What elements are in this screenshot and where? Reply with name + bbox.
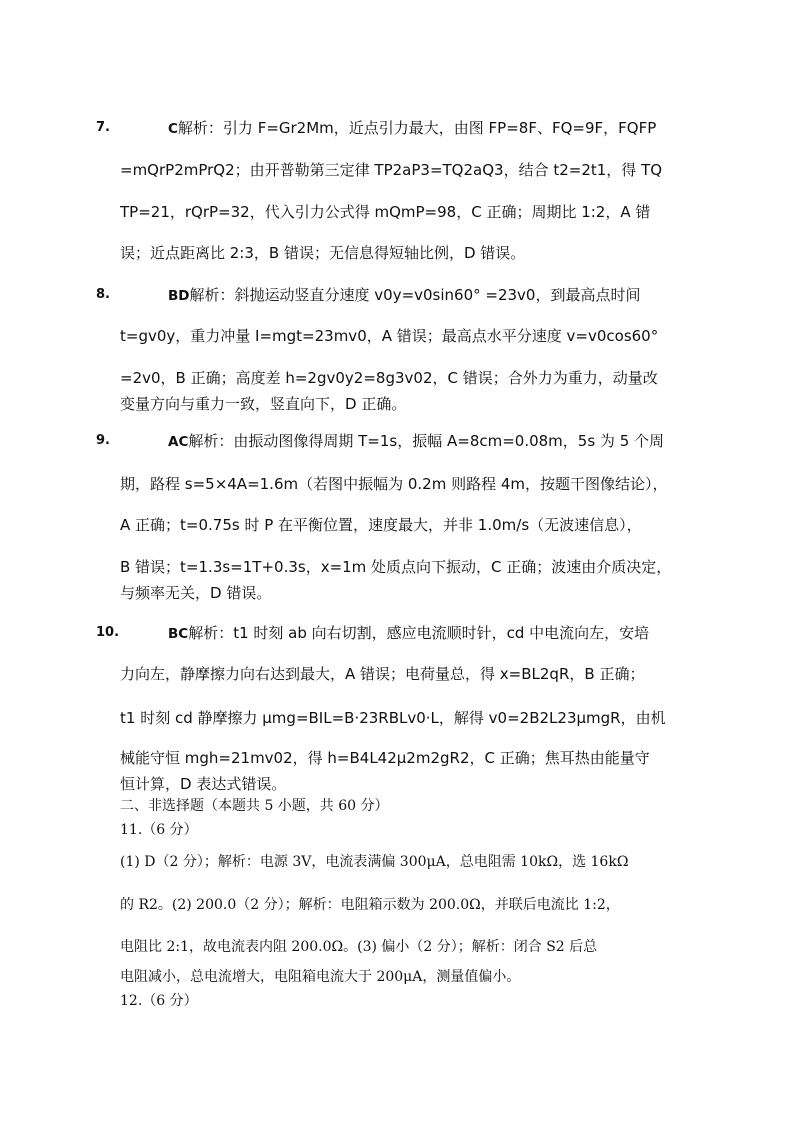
question-number: 7. xyxy=(96,120,110,135)
explanation-text: 解析：t1 时刻 ab 向右切割，感应电流顺时针，cd 中电流向左，安培 xyxy=(188,624,650,642)
question-8-line-1 xyxy=(168,285,640,306)
question-number: 9. xyxy=(96,433,110,448)
answer-choice: BD xyxy=(168,288,190,304)
question-11-line: (1) D（2 分）；解析：电源 3V，电流表满偏 300μA，总电阻需 10kΩ，选 16kΩ xyxy=(120,854,629,870)
answer-choice: AC xyxy=(168,434,189,450)
explanation-line: 恒计算，D 表达式错误。 xyxy=(120,775,287,793)
section-heading: 二、非选择题（本题共 5 小题，共 60 分） xyxy=(120,798,389,814)
question-9-line-1 xyxy=(168,431,664,452)
question-12-header: 12.（6 分） xyxy=(120,993,198,1009)
answer-choice: C xyxy=(168,121,178,137)
question-10-line-1 xyxy=(168,623,649,644)
explanation-line: 变量方向与重力一致，竖直向下，D 正确。 xyxy=(120,395,407,413)
question-number: 10. xyxy=(96,625,120,640)
explanation-line: TP=21，rQrP=32，代入引力公式得 mQmP=98，C 正确；周期比 1:2，A 错 xyxy=(120,203,651,221)
question-11-line: 电阻比 2:1，故电流表内阻 200.0Ω。(3) 偏小（2 分）；解析：闭合 S2 后总 xyxy=(120,939,598,955)
explanation-text: 解析：斜抛运动竖直分速度 v0y=v0sin60° =23v0，到最高点时间 xyxy=(189,286,641,304)
question-11-header: 11.（6 分） xyxy=(120,822,198,838)
explanation-text: 解析：引力 F=Gr2Mm，近点引力最大，由图 FP=8F、FQ=9F，FQFP xyxy=(177,119,657,137)
explanation-line: =2v0，B 正确；高度差 h=2gv0y2=8g3v02，C 错误；合外力为重力，动量改 xyxy=(120,369,658,387)
question-11-line: 的 R2。(2) 200.0（2 分）；解析：电阻箱示数为 200.0Ω，并联后电流比 1:2， xyxy=(120,897,620,913)
question-number: 8. xyxy=(96,287,110,302)
question-11-line: 电阻减小，总电流增大，电阻箱电流大于 200μA，测量值偏小。 xyxy=(120,969,521,985)
question-7-line-1 xyxy=(168,118,656,139)
explanation-line: =mQrP2mPrQ2；由开普勒第三定律 TP2aP3=TQ2aQ3，结合 t2=2t1，得 TQ xyxy=(120,161,663,179)
explanation-line: t=gv0y，重力冲量 I=mgt=23mv0，A 错误；最高点水平分速度 v=v0cos60° xyxy=(120,327,659,345)
explanation-line: 与频率无关，D 错误。 xyxy=(120,584,272,602)
explanation-line: t1 时刻 cd 静摩擦力 μmg=BIL=B·23RBLv0·L，解得 v0=2B2L23μmgR，由机 xyxy=(120,709,666,727)
explanation-line: 误；近点距离比 2:3，B 错误；无信息得短轴比例，D 错误。 xyxy=(120,244,526,262)
explanation-text: 解析：由振动图像得周期 T=1s，振幅 A=8cm=0.08m，5s 为 5 个周 xyxy=(188,432,665,450)
explanation-line: 械能守恒 mgh=21mv02，得 h=B4L42μ2m2gR2，C 正确；焦耳热由能量守 xyxy=(120,749,650,767)
explanation-line: 力向左，静摩擦力向右达到最大，A 错误；电荷量总，得 x=BL2qR，B 正确； xyxy=(120,665,645,683)
explanation-line: B 错误；t=1.3s=1T+0.3s，x=1m 处质点向下振动，C 正确；波速由介质决定， xyxy=(120,558,672,576)
explanation-line: A 正确；t=0.75s 时 P 在平衡位置，速度最大，并非 1.0m/s（无波速信息）， xyxy=(120,516,642,534)
explanation-line: 期，路程 s=5×4A=1.6m（若图中振幅为 0.2m 则路程 4m，按题干图像结论）， xyxy=(120,475,668,493)
answer-choice: BC xyxy=(168,626,189,642)
